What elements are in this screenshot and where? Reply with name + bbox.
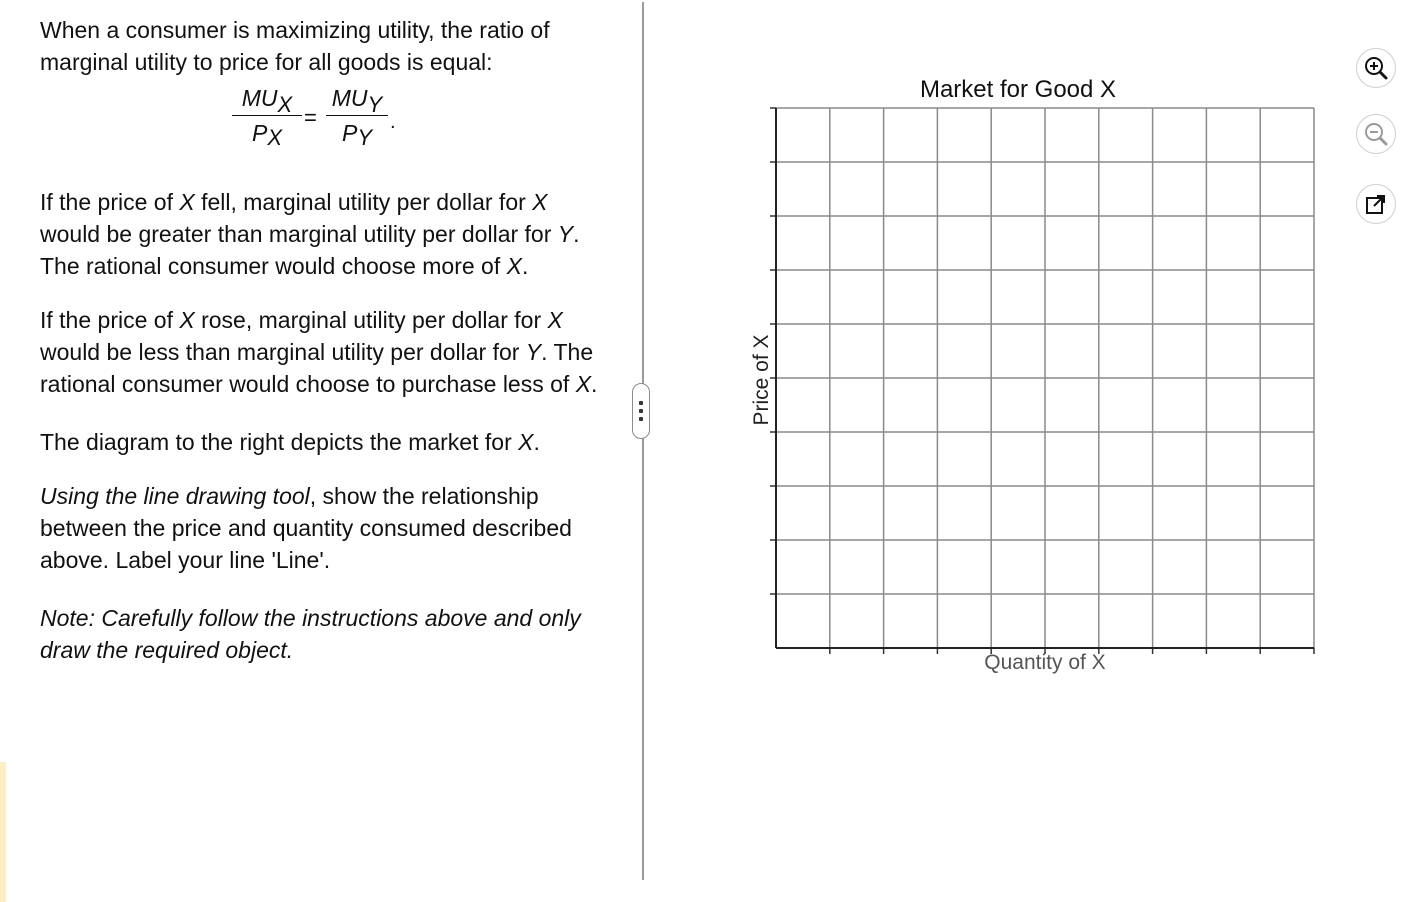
paragraph-task: Using the line drawing tool, show the relationship between the price and quantity consumed described above. Label your line 'Line'. [40, 483, 572, 573]
formula-text: Y [357, 125, 373, 150]
zoom-out-icon [1363, 121, 1389, 147]
y-axis-label: Price of X [750, 334, 773, 426]
formula-text: X [267, 125, 283, 150]
paragraph-price-rose: If the price of X rose, marginal utility per dollar for X would be less than marginal utility per dollar for Y. The rational consumer would choose to purchase less of X. [40, 307, 598, 397]
equals-sign: = [304, 105, 317, 130]
x-axis-label: Quantity of X [984, 651, 1106, 674]
formula-text: MU [241, 85, 278, 111]
graph-title: Market for Good X [919, 76, 1117, 103]
formula-text: P [341, 120, 358, 146]
graph-grid [770, 108, 1314, 654]
popout-icon [1364, 192, 1388, 216]
formula-text: X [277, 92, 293, 117]
formula-text: MU [331, 85, 368, 111]
paragraph-diagram: The diagram to the right depicts the market for X. [40, 429, 540, 455]
paragraph-price-fell: If the price of X fell, marginal utility per dollar for X would be greater than marginal utility per dollar for Y. The rational consumer would choose more of X. [40, 189, 580, 279]
note-text: Note: Carefully follow the instructions above and only draw the required object. [40, 605, 581, 663]
zoom-in-icon [1363, 55, 1389, 81]
intro-text: When a consumer is maximizing utility, the ratio of marginal utility to price for all goods is equal: [40, 17, 550, 75]
formula-text: Y [367, 92, 383, 117]
popout-button[interactable] [1356, 184, 1396, 224]
formula-text: P [251, 120, 268, 146]
formula-period: . [390, 111, 396, 133]
zoom-out-button[interactable] [1356, 114, 1396, 154]
zoom-in-button[interactable] [1356, 48, 1396, 88]
